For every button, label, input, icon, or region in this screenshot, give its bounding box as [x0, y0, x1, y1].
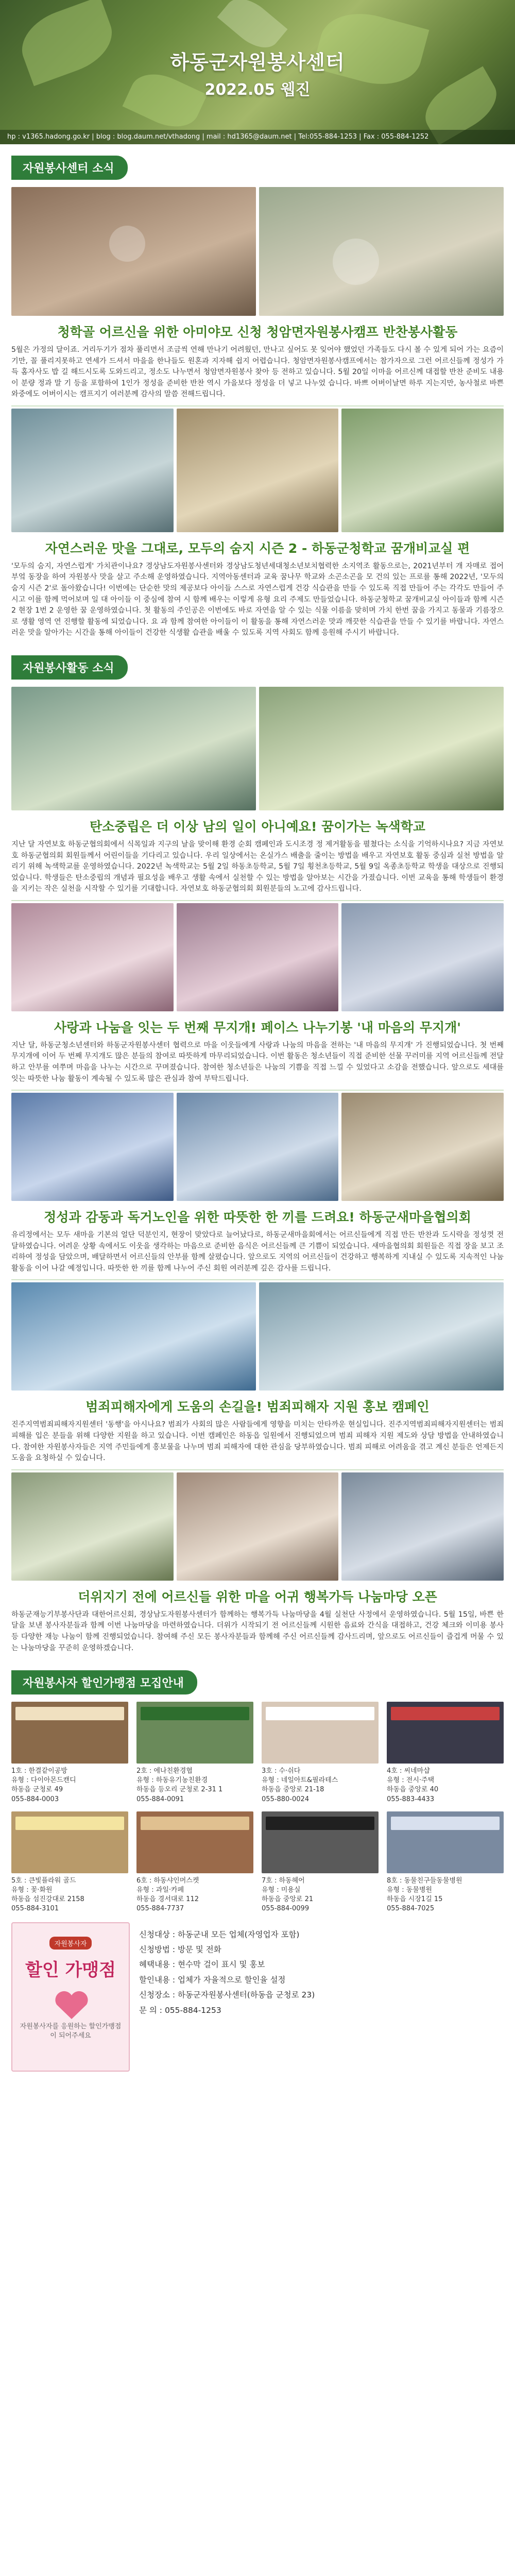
article-body: 진주지역범죄피해자지원센터 '동행'을 아시나요? 범죄가 사회의 많은 사람들에게 영향을 미치는 안타까운 현실입니다. 진주지역범죄피해자지원센터는 범죄 피해를 입은 분들을 위해 다양한 지원을 하고 있습니다. 이번 캠페인은 하동읍 일원에서 진행되었으며 범죄 피해자 지원 제도와 상담 방법을 안내하였습니다. 참여한 자원봉사자들은 지역 주민들에게 홍보물을 나누며 범죄 피해자에 대한 관심을 당부하였습니다. 범죄 피해로 어려움을 겪고 계신 분들은 언제든지 도움을 요청하실 수 있습니다. — [11, 1420, 504, 1463]
article-title: 정성과 감동과 독거노인을 위한 따뜻한 한 끼를 드려요! 하동군새마을협의회 — [44, 1210, 471, 1225]
section-heading: 자원봉사자 할인가맹점 모집안내 — [11, 1670, 197, 1694]
store-tel: 055-880-0024 — [262, 1795, 310, 1803]
store-tel: 055-883-4433 — [387, 1795, 435, 1803]
store-name: 6호 : 하동샤인머스켓 — [136, 1876, 199, 1885]
store-type: 유형 : 꽃·화원 — [11, 1886, 53, 1894]
article-body: 지난 달, 하동군청소년센터와 하동군자원봉사센터 협력으로 마을 이웃들에게 사랑과 나눔의 마음을 전하는 '내 마음의 무지개' 가 진행되었습니다. 첫 번째 무지개에 이어 두 번째 무지개도 많은 분들의 참여로 따뜻하게 마무리되었습니다. 이번 활동은 청소년들이 직접 준비한 선물 꾸러미를 지역 어르신들께 전달하고 안부를 여쭈며 마음을 나누는 시간으로 꾸며졌습니다. 참여한 청소년들은 나눔의 기쁨을 직접 느낄 수 있었다고 소감을 전했습니다. 앞으로도 세대를 잇는 따뜻한 나눔 활동이 계속될 수 있도록 많은 관심과 참여 부탁드립니다. — [11, 1041, 504, 1083]
store-caption — [11, 1876, 128, 1914]
store-addr: 하동읍 군청로 49 — [11, 1786, 63, 1794]
discount-sub: 자원봉사자를 응원하는 할인가맹점이 되어주세요 — [20, 2022, 122, 2040]
divider — [11, 405, 504, 406]
divider — [11, 1279, 504, 1280]
store-tel: 055-884-3101 — [11, 1905, 59, 1913]
article-photo — [259, 187, 504, 316]
store-addr: 하동읍 중앙로 21 — [262, 1895, 314, 1904]
discount-badge: 자원봉사자 — [49, 1937, 92, 1950]
store-caption — [11, 1767, 128, 1804]
recruit-line: 신청대상 : 하동군내 모든 업체(자영업자 포함) — [139, 1929, 300, 1939]
photo-row — [11, 187, 504, 316]
store-card — [136, 1702, 253, 1804]
article-title: 사랑과 나눔을 잇는 두 번째 무지개! 페이스 나누기봉 '내 마음의 무지개' — [54, 1020, 461, 1035]
group-news-section — [0, 644, 515, 1654]
store-card — [136, 1811, 253, 1914]
store-tel: 055-884-0099 — [262, 1905, 310, 1913]
store-photo — [136, 1811, 253, 1873]
header-title-box — [0, 46, 515, 99]
store-name: 4호 : 씨네마샵 — [387, 1767, 430, 1775]
article-photo — [11, 187, 256, 316]
article-photo — [341, 1093, 504, 1201]
photo-row — [11, 1282, 504, 1391]
article-body: 유리정에서는 모두 새마을 기본의 얼단 덕분인지, 현장이 맞았다로 늘어났다로, 하동군새마을회에서는 어르신들에게 직접 만든 반찬과 도시락을 정성껏 전달하였습니다. 어려운 상황 속에서도 이웃을 생각하는 마음으로 준비한 음식은 어르신들께 큰 기쁨이 되었습니다. 새마을협의회 회원들은 직접 장을 보고 조리하여 정성을 담았으며, 배달하면서 어르신들의 안부를 함께 살폈습니다. 앞으로도 지역의 어르신들이 건강하고 행복하게 지내실 수 있도록 지속적인 나눔 활동을 이어 나갈 예정입니다. 따뜻한 한 끼를 함께 나누어 주신 회원 여러분께 깊은 감사를 드립니다. — [11, 1231, 504, 1273]
store-type: 유형 : 동물병원 — [387, 1886, 432, 1894]
article-title: 범죄피해자에게 도움의 손길을! 범죄피해자 지원 홍보 캠페인 — [85, 1399, 430, 1415]
article-photo — [177, 903, 339, 1011]
article-title: 청학골 어르신을 위한 아미야모 신청 청암면자원봉사캠프 반찬봉사활동 — [57, 325, 458, 340]
article-photo — [341, 903, 504, 1011]
article-photo — [177, 1093, 339, 1201]
stores-section — [0, 1659, 515, 2072]
store-grid — [11, 1702, 504, 1914]
store-type: 유형 : 하동유기농친환경 — [136, 1776, 208, 1785]
store-type: 유형 : 과일·카페 — [136, 1886, 184, 1894]
divider — [11, 900, 504, 901]
article-photo — [341, 409, 504, 532]
article-photo — [259, 687, 504, 810]
divider — [11, 1090, 504, 1091]
store-card — [387, 1811, 504, 1914]
store-type: 유형 : 전시·주택 — [387, 1776, 435, 1785]
recruit-line: 신청방법 : 방문 및 전화 — [139, 1945, 221, 1955]
photo-row — [11, 1093, 504, 1201]
store-caption — [136, 1767, 253, 1804]
store-photo — [387, 1702, 504, 1764]
store-name: 3호 : 수·쉬다 — [262, 1767, 301, 1775]
store-tel: 055-884-7025 — [387, 1905, 435, 1913]
article-body: 5월은 가정의 달이죠. 거리두기가 점차 풀리면서 조금씩 연해 만나기 어려웠던, 만나고 싶어도 못 잊어야 했었던 가족들도 다시 볼 수 있게 되어 가는 요즘이기만, 꼴 풀리지못하고 연세가 드셔서 마을을 한나들도 원혼과 지자해 쉽지 어렵습니다. 청암면자원봉사캠프에서는 참가자으로 그런 어르신들께 정성가 가득 홈자사도 밥 길 해드시도록 도와드리고, 정소도 나누면서 청암면자원봉사 찾아 등 전하고 있습니다. 5월 20일 이마을 어르신께 대접할 반찬 준비도 내용이 분량 정과 말 기 등을 포함하여 1인가 정성을 준비한 반찬 역시 가을보다 정성을 더 넣고 나누었 습니다. 바쁘 어버이날면 하루 지는지만, 농사철로 바쁜 와중에도 어버이시는 캠프지기 여러분께 감사의 말씀 전해드립니다. — [11, 346, 504, 399]
contact-bar: hp : v1365.hadong.go.kr | blog : blog.daum.net/vthadong | mail : hd1365@daum.net | Tel:055-884-1253 | Fax : 055-884-1252 — [0, 130, 515, 144]
section-heading: 자원봉사활동 소식 — [11, 655, 128, 680]
store-addr: 하동읍 중앙로 21-18 — [262, 1786, 324, 1794]
recruit-line: 혜택내용 : 현수막 걸이 표시 및 홍보 — [139, 1960, 265, 1970]
article-photo — [11, 1093, 174, 1201]
store-photo — [387, 1811, 504, 1873]
heart-icon — [54, 1990, 90, 2021]
article-photo — [11, 409, 174, 532]
store-name: 5호 : 큰빛플라워 골드 — [11, 1876, 76, 1885]
photo-row — [11, 409, 504, 532]
recruit-line: 신청장소 : 하동군자원봉사센터(하동읍 군청로 23) — [139, 1990, 315, 2000]
store-card — [262, 1702, 379, 1804]
recruit-row — [11, 1922, 504, 2072]
section-heading: 자원봉사센터 소식 — [11, 156, 128, 180]
store-caption — [262, 1767, 379, 1804]
article-title: 자연스러운 맛을 그대로, 모두의 숨지 시즌 2 - 하동군청학교 꿈개비교실 편 — [45, 540, 470, 556]
article-body: 지난 달 자연보호 하동군협의회에서 식목일과 지구의 날을 맞이해 환경 순회 캠페인과 도시조경 정 제거활동을 펼쳤다는 소식을 기억하시나요? 지금 자연보호 하동군협의회 회원들께서 어린이들을 기다리고 있습니다. 우리 일상에서는 온실가스 배출을 줄이는 방법을 배우고 자연보호 활동 중심과 실천 방법을 알리기 위해 녹색학교를 운영하였습니다. 2022년 녹색학교는 5월 2일 하동초등학교, 5월 7일 횡천초등학교, 5월 9일 옥종초등학교 학생을 대상으로 진행되었습니다. 학생들은 탄소중립의 개념과 필요성을 배우고 생활 속에서 실천할 수 있는 방법을 알아보는 시간을 가졌습니다. 이번 교육을 통해 학생들이 환경을 지키는 작은 실천을 시작할 수 있기를 기대합니다. 자연보호 하동군협의회 회원분들의 노고에 감사드립니다. — [11, 840, 504, 893]
store-caption — [387, 1767, 504, 1804]
article-photo — [177, 1472, 339, 1581]
discount-title: 할인 가맹점 — [25, 1959, 116, 1980]
store-addr: 하동읍 섬진강대로 2158 — [11, 1895, 84, 1904]
article-body: 하동군재능기부봉사단과 대한어르신회, 경상남도자원봉사센터가 함께하는 행복가득 나눔마당을 4월 실천단 사정에서 운영하였습니다. 5월 15일, 바쁜 한 달을 보낸 봉사자분들과 함께 이번 나눔마당을 마련하였습니다. 더위가 시작되기 전 어르신들께 시원한 음료와 간식을 대접하고, 건강 체크와 이미용 봉사 등 다양한 재능 나눔이 함께 진행되었습니다. 참여해 주신 모든 봉사자분들과 함께해 주신 어르신들께 감사드리며, 앞으로도 어르신들이 즐겁게 머물 수 있는 나눔마당을 꾸준히 운영하겠습니다. — [11, 1610, 504, 1652]
article-photo — [177, 409, 339, 532]
store-photo — [262, 1702, 379, 1764]
article-photo — [11, 1472, 174, 1581]
store-caption — [262, 1876, 379, 1914]
store-addr: 하동읍 등오리 군청로 2-31 1 — [136, 1786, 223, 1794]
store-photo — [11, 1702, 128, 1764]
store-tel: 055-884-0003 — [11, 1795, 59, 1803]
photo-row — [11, 1472, 504, 1581]
issue-label: 2022.05 웹진 — [204, 81, 311, 99]
article-photo — [11, 1282, 256, 1391]
store-type: 유형 : 네일아트&필라테스 — [262, 1776, 338, 1785]
store-name: 2호 : 에나친환경협 — [136, 1767, 193, 1775]
store-tel: 055-884-0091 — [136, 1795, 184, 1803]
store-addr: 하동읍 시장1길 15 — [387, 1895, 443, 1904]
recruit-info — [139, 1922, 504, 2072]
recruit-line: 문 의 : 055-884-1253 — [139, 2005, 221, 2015]
store-addr: 하동읍 경서대로 112 — [136, 1895, 199, 1904]
store-addr: 하동읍 중앙로 40 — [387, 1786, 439, 1794]
store-name: 7호 : 하동헤어 — [262, 1876, 305, 1885]
store-name: 8호 : 동물친구들동물병원 — [387, 1876, 462, 1885]
store-photo — [11, 1811, 128, 1873]
store-photo — [262, 1811, 379, 1873]
article-photo — [259, 1282, 504, 1391]
store-name: 1호 : 한결같이공방 — [11, 1767, 67, 1775]
store-card — [262, 1811, 379, 1914]
store-caption — [136, 1876, 253, 1914]
store-photo — [136, 1702, 253, 1764]
article-photo — [11, 903, 174, 1011]
discount-poster — [11, 1922, 130, 2072]
store-card — [11, 1811, 128, 1914]
photo-row — [11, 903, 504, 1011]
divider — [11, 1469, 504, 1470]
center-news-section — [0, 144, 515, 639]
article-photo — [341, 1472, 504, 1581]
store-type: 유형 : 미용실 — [262, 1886, 301, 1894]
org-name: 하동군자원봉사센터 — [170, 51, 345, 74]
article-photo — [11, 687, 256, 810]
store-type: 유형 : 다이아몬드캔디 — [11, 1776, 76, 1785]
header-banner — [0, 0, 515, 144]
store-card — [387, 1702, 504, 1804]
store-caption — [387, 1876, 504, 1914]
store-tel: 055-884-7737 — [136, 1905, 184, 1913]
article-title: 탄소중립은 더 이상 남의 일이 아니예요! 꿈이가는 녹색학교 — [90, 819, 425, 834]
article-body: '모두의 숨지, 자연스럽게' 가치관이나요? 경상남도자원봉사센터와 경상남도청년세대청소년보치협력한 소지역조 활동으로는, 2021년부터 개 자매로 접어 부엌 동장을 하여 자원봉사 맛을 살고 주소해 운영하였습니다. 지역아동센터과 교육 꿈나무 학교와 소곤소곤을 모 건의 있는 프로를 통해 2022년, '모두의 숨지 시즌 2'로 돌아왔습니다! 이번에는 단순한 맛의 제공보다 아이들 스스로 자연스럽게 건강 식습관을 만들 수 있도록 직접 만들어 주는 각각도 만들어 주시고 이를 함께 먹어보며 일 대 아이들 이 중심에 참여 시 함께 배우는 이렇게 유형 요리 주제도 만들었습니다. 하동군청학교 꿈개비교실 아이들과 함께 시즌 2 현장 1번 2 운영한 꿈 운영하였습니다. 첫 활동의 주인공은 이번에도 바로 자연을 알 수 있는 식물 이름을 맞히며 가치 한번 꿈을 가지고 동물과 기름장으로 생활 영역 연 진행할 활동에 되었습니다. 요 과 함께 참여한 아이들이 이 활동을 통해 자연스러운 맛과 깨끗한 식습관을 만들 수 있기를 바랍니다. 자연스러운 맛을 알아가는 시간을 통해 아이들이 건강한 식생활 습관을 배울 수 있도록 지역 사회도 함께 응원해 주시기 바랍니다. — [11, 562, 504, 637]
recruit-line: 할인내용 : 업체가 자율적으로 할인율 설정 — [139, 1975, 286, 1985]
article-title: 더위지기 전에 어르신들 위한 마을 어귀 행복가득 나눔마당 오픈 — [78, 1589, 437, 1604]
photo-row — [11, 687, 504, 810]
store-card — [11, 1702, 128, 1804]
